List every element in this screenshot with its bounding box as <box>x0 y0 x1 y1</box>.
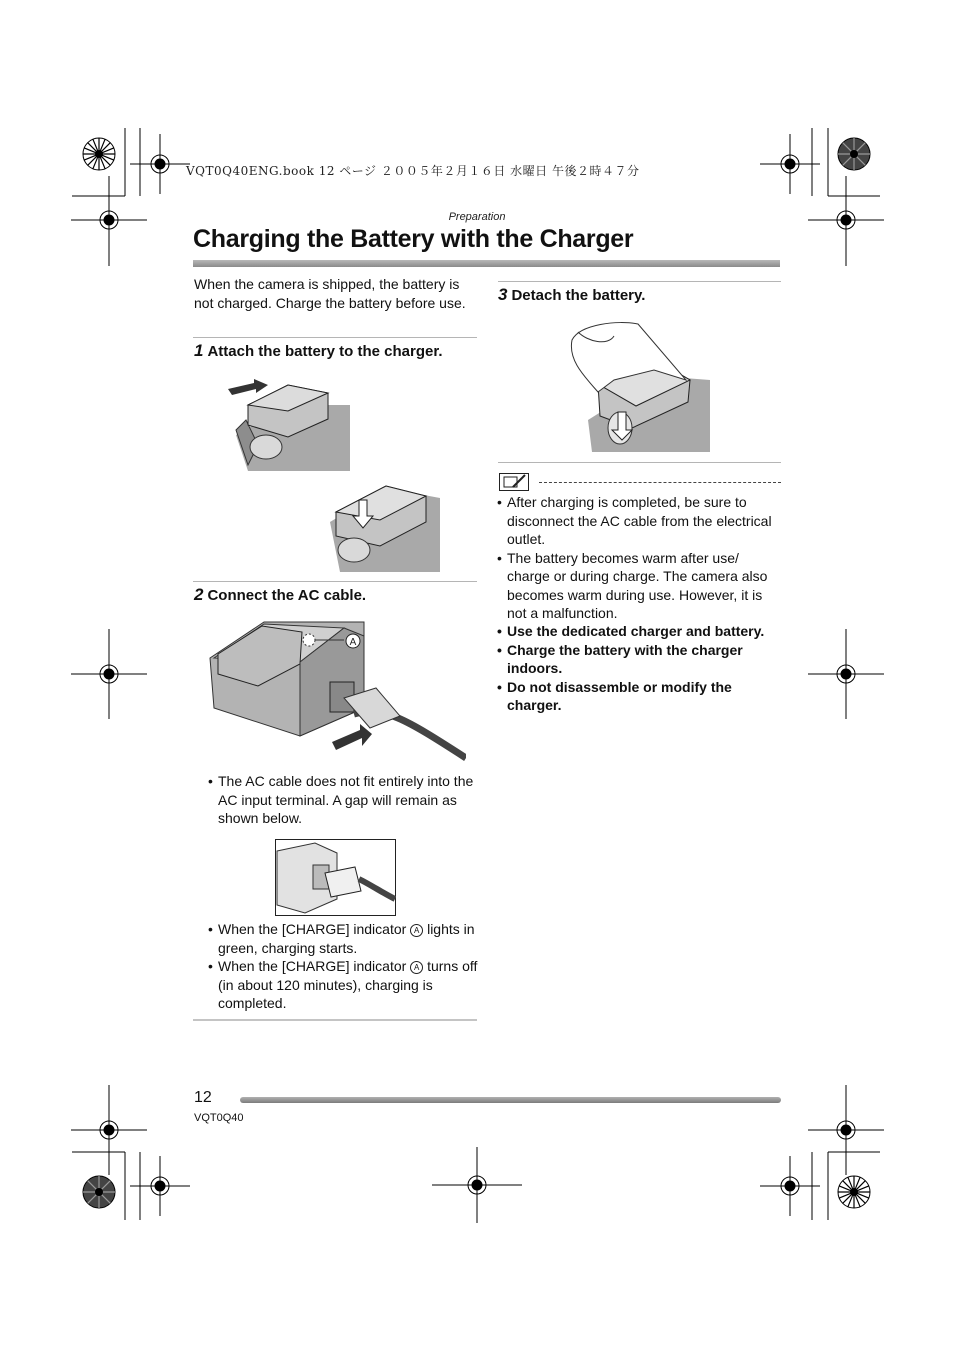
step-number: 1 <box>194 341 204 360</box>
battery-attach-illustration <box>228 375 352 471</box>
notes-list <box>497 493 781 623</box>
registration-mark-icon <box>808 629 884 719</box>
section-label: Preparation <box>448 211 506 223</box>
note-dashed-rule <box>539 482 781 483</box>
registration-mark-icon <box>760 1156 820 1216</box>
registration-mark-icon <box>837 137 871 171</box>
step-1 <box>194 341 443 361</box>
divider <box>498 281 781 282</box>
registration-mark-icon <box>82 1175 116 1209</box>
footer-bar <box>240 1097 781 1103</box>
print-header: VQT0Q40ENG.book 12 ページ ２００５年２月１６日 水曜日 午後２時４７分 <box>186 164 640 178</box>
step-3 <box>498 285 645 305</box>
battery-detach-illustration <box>568 320 710 452</box>
cable-gap-illustration <box>275 839 396 916</box>
step2-notes <box>208 772 478 828</box>
registration-mark-icon <box>82 137 116 171</box>
title-rule <box>193 260 780 267</box>
ac-cable-illustration <box>204 618 466 764</box>
page-title: Charging the Battery with the Charger <box>193 225 634 253</box>
model-code: VQT0Q40 <box>194 1112 244 1124</box>
list-item: • Do not disassemble or modify the charger. <box>497 678 781 715</box>
list-item: • Charge the battery with the charger indoors. <box>497 641 781 678</box>
divider <box>193 1019 477 1021</box>
note-pencil-icon <box>499 473 529 491</box>
intro-text: When the camera is shipped, the battery is not charged. Charge the battery before use. <box>194 276 466 311</box>
registration-mark-icon <box>432 1147 522 1223</box>
indicator-notes <box>208 920 478 1013</box>
registration-mark-icon <box>837 1175 871 1209</box>
list-item: • Use the dedicated charger and battery. <box>497 622 781 641</box>
callout-label: A <box>349 637 357 648</box>
page-number: 12 <box>194 1089 212 1106</box>
callout-marker: A <box>410 924 423 937</box>
battery-press-illustration <box>326 482 440 572</box>
step-label: Connect the AC cable. <box>207 587 367 604</box>
step-label: Detach the battery. <box>511 287 646 304</box>
list-item: • When the [CHARGE] indicator A turns off (in about 120 minutes), charging is completed. <box>208 957 478 1013</box>
list-item: • When the [CHARGE] indicator A lights in green, charging starts. <box>208 920 478 957</box>
divider <box>498 462 781 463</box>
list-item: • After charging is completed, be sure to disconnect the AC cable from the electrical outlet. <box>497 493 781 549</box>
registration-mark-icon <box>130 1156 190 1216</box>
bold-notes-list <box>497 622 781 715</box>
step-2 <box>194 585 366 605</box>
registration-mark-icon <box>71 629 147 719</box>
step-number: 2 <box>194 585 204 604</box>
list-item: • The battery becomes warm after use/ charge or during charge. The camera also becomes warm during use. However, it is not a malfunction. <box>497 549 781 623</box>
step-label: Attach the battery to the charger. <box>207 343 443 360</box>
callout-marker: A <box>410 961 423 974</box>
list-item: • The AC cable does not fit entirely into the AC input terminal. A gap will remain as shown below. <box>208 772 478 828</box>
divider <box>193 581 477 582</box>
divider <box>193 337 477 338</box>
step-number: 3 <box>498 285 508 304</box>
